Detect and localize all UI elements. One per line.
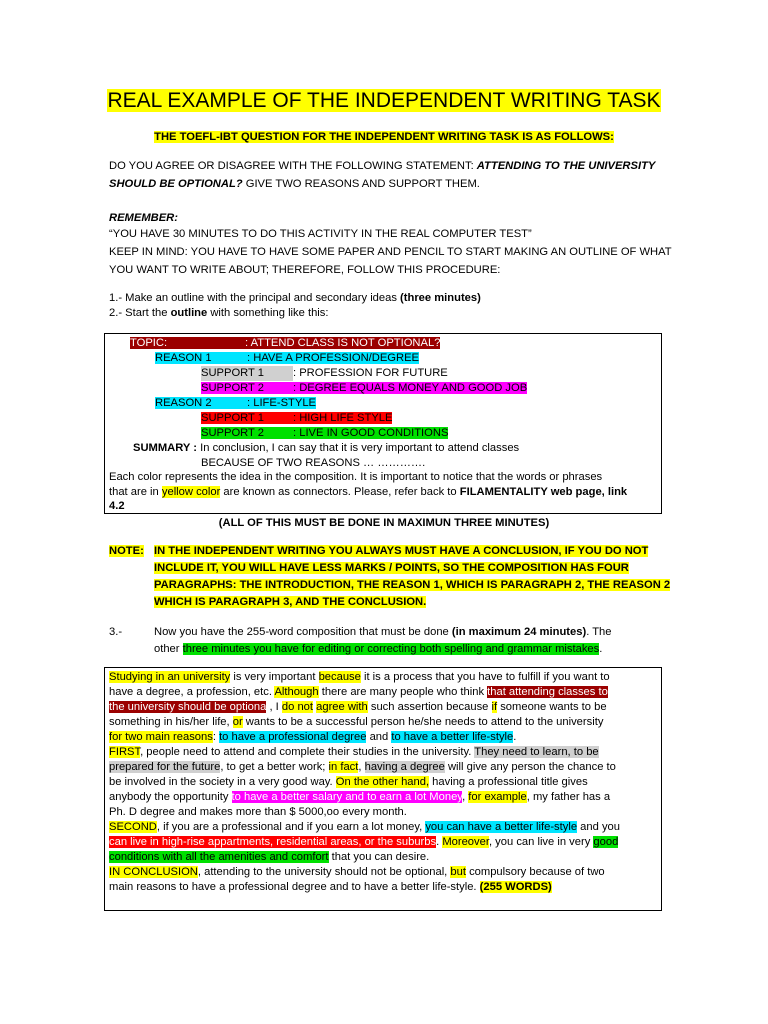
essay-seg: have a degree, a profession, etc. — [109, 686, 275, 698]
r2-support-2-text: : LIVE IN GOOD CONDITIONS — [293, 427, 449, 439]
essay-seg: because — [318, 671, 361, 683]
word-count: (255 WORDS) — [479, 881, 552, 893]
subtitle — [0, 130, 768, 145]
essay-line-13 — [109, 850, 429, 865]
step-1-text: 1.- Make an outline with the principal and secondary ideas — [109, 292, 401, 304]
essay-seg: , you can live in very — [488, 836, 594, 848]
color-note-text-cont: are known as connectors. Please, refer back to — [220, 486, 460, 498]
essay-seg: , people need to attend and complete their studies in the university. — [140, 746, 475, 758]
essay-seg: be involved in the society in a very good way. — [109, 776, 336, 788]
step-3-editing-time: three minutes you have for editing or correcting both spelling and grammar mistakes — [182, 643, 600, 655]
essay-seg: that you can desire. — [328, 851, 430, 863]
note-label-text: NOTE: — [109, 545, 144, 557]
question-instruction: GIVE TWO REASONS AND SUPPORT THEM. — [242, 178, 480, 190]
essay-seg: . — [513, 731, 517, 743]
step-2 — [109, 306, 328, 321]
time-limit-note — [0, 516, 768, 531]
question-statement-cont: SHOULD BE OPTIONAL? — [109, 178, 243, 190]
essay-seg: that attending classes to — [487, 686, 608, 698]
essay-line-2 — [109, 685, 608, 700]
essay-seg: do not — [281, 701, 314, 713]
essay-seg: there are many people who think — [318, 686, 488, 698]
essay-seg: , if you are a professional and if you earn a lot money, — [156, 821, 426, 833]
essay-line-8 — [109, 775, 588, 790]
note-line-4-text: WHICH IS PARAGRAPH 3, AND THE CONCLUSION. — [154, 596, 427, 608]
step-1 — [109, 291, 481, 306]
r2-support-1-text: : HIGH LIFE STYLE — [293, 412, 393, 424]
essay-seg: , to get a better work; — [220, 761, 329, 773]
essay-seg: if — [491, 701, 498, 713]
essay-seg: or — [232, 716, 243, 728]
outline-r2-support-1 — [201, 411, 392, 426]
essay-line-10: Ph. D degree and makes more than $ 5000,oo every month. — [109, 806, 407, 818]
page-title-text: REAL EXAMPLE OF THE INDEPENDENT WRITING TASK — [107, 89, 661, 112]
question-line-1 — [109, 159, 655, 174]
remember-line-3: YOU WANT TO WRITE ABOUT; THEREFORE, FOLLOW THIS PROCEDURE: — [109, 264, 501, 276]
topic-text: : ATTEND CLASS IS NOT OPTIONAL? — [245, 337, 441, 349]
note-label — [109, 544, 144, 559]
reason-2-text: : LIFE-STYLE — [247, 397, 317, 409]
essay-seg: someone wants to be — [497, 701, 607, 713]
essay-seg: to have a professional degree — [219, 731, 367, 743]
remember-line-1: “YOU HAVE 30 MINUTES TO DO THIS ACTIVITY IN THE REAL COMPUTER TEST” — [109, 228, 532, 240]
essay-seg: wants to be a successful person he/she needs to attend to the university — [242, 716, 604, 728]
essay-line-7 — [109, 760, 616, 775]
essay-seg: for example — [468, 791, 527, 803]
step-3-text-end: . The — [586, 626, 612, 638]
note-line-1 — [154, 544, 648, 559]
essay-seg: They need to learn, to be — [474, 746, 599, 758]
step-2-outline: outline — [170, 307, 208, 319]
essay-seg: such assertion because — [367, 701, 492, 713]
question-statement: ATTENDING TO THE UNIVERSITY — [476, 160, 656, 172]
essay-seg: FIRST — [109, 746, 141, 758]
essay-seg: conditions with all the amenities and comfort — [109, 851, 329, 863]
remember-heading-text: REMEMBER: — [109, 212, 178, 224]
essay-seg: good — [593, 836, 619, 848]
essay-line-5 — [109, 730, 516, 745]
essay-seg: but — [450, 866, 466, 878]
outline-r1-support-2 — [201, 381, 527, 396]
step-3-text: Now you have the 255-word composition that must be done — [154, 626, 452, 638]
link-number: 4.2 — [109, 500, 125, 512]
essay-seg: to have a better life-style — [391, 731, 514, 743]
essay-line-3 — [109, 700, 607, 715]
essay-seg: anybody the opportunity — [109, 791, 232, 803]
essay-line-12 — [109, 835, 618, 850]
note-line-1-text: IN THE INDEPENDENT WRITING YOU ALWAYS MUST HAVE A CONCLUSION, IF YOU DO NOT — [154, 545, 649, 557]
outline-r2-support-2 — [201, 426, 448, 441]
note-line-3 — [154, 578, 670, 593]
step-1-time: (three minutes) — [400, 292, 481, 304]
remember-heading — [109, 211, 178, 226]
color-note-2 — [109, 485, 627, 500]
essay-seg: . — [436, 836, 443, 848]
color-note-text: that are in — [109, 486, 162, 498]
outline-reason-2 — [155, 396, 316, 411]
step-3-other: other — [154, 643, 183, 655]
r1-support-2-text: : DEGREE EQUALS MONEY AND GOOD JOB — [293, 382, 528, 394]
outline-topic — [130, 336, 440, 351]
r1-support-1-text: : PROFESSION FOR FUTURE — [293, 367, 448, 379]
essay-seg: , attending to the university should not be optional, — [197, 866, 451, 878]
step-3-time: (in maximum 24 minutes) — [451, 626, 587, 638]
r2-support-2-label: SUPPORT 2 — [201, 427, 265, 439]
step-3-period: . — [599, 643, 603, 655]
essay-line-11 — [109, 820, 620, 835]
essay-seg: Although — [274, 686, 319, 698]
essay-seg: Studying in an university — [109, 671, 231, 683]
essay-seg: something in his/her life, — [109, 716, 233, 728]
essay-seg: SECOND — [109, 821, 157, 833]
question-text: DO YOU AGREE OR DISAGREE WITH THE FOLLOWING STATEMENT: — [109, 160, 477, 172]
essay-seg: having a degree — [364, 761, 445, 773]
essay-seg: is very important — [230, 671, 319, 683]
topic-label: TOPIC: — [130, 337, 168, 349]
outline-summary — [133, 441, 519, 456]
essay-seg: compulsory because of two — [465, 866, 605, 878]
color-note-3 — [109, 499, 125, 514]
essay-line-9 — [109, 790, 610, 805]
essay-line-15 — [109, 880, 552, 895]
essay-seg: Moreover — [442, 836, 489, 848]
summary-text: In conclusion, I can say that it is very important to attend classes — [197, 442, 520, 454]
essay-seg: will give any person the chance to — [444, 761, 616, 773]
note-line-2 — [154, 561, 629, 576]
step-3-number: 3.- — [109, 626, 123, 638]
note-line-2-text: INCLUDE IT, YOU WILL HAVE LESS MARKS / POINTS, SO THE COMPOSITION HAS FOUR — [154, 562, 629, 574]
essay-seg: On the other hand, — [335, 776, 430, 788]
essay-seg: , I — [266, 701, 282, 713]
note-line-4 — [154, 595, 426, 610]
essay-line-4 — [109, 715, 603, 730]
summary-label: SUMMARY : — [133, 442, 198, 454]
r1-support-2-label: SUPPORT 2 — [201, 382, 265, 394]
essay-seg: having a professional title gives — [429, 776, 588, 788]
reason-1-text: : HAVE A PROFESSION/DEGREE — [247, 352, 420, 364]
essay-seg: it is a process that you have to fulfill if you want to — [360, 671, 610, 683]
essay-seg: IN CONCLUSION — [109, 866, 198, 878]
essay-seg: and — [366, 731, 392, 743]
essay-seg: for two main reasons — [109, 731, 213, 743]
remember-line-2: KEEP IN MIND: YOU HAVE TO HAVE SOME PAPER AND PENCIL TO START MAKING AN OUTLINE OF WHAT — [109, 246, 672, 258]
r1-support-1-label: SUPPORT 1 — [201, 366, 293, 381]
essay-seg: agree with — [316, 701, 368, 713]
essay-line-1 — [109, 670, 610, 685]
filamentality-link-text: FILAMENTALITY web page, link — [459, 486, 628, 498]
question-line-2 — [109, 177, 480, 192]
essay-seg: and you — [577, 821, 620, 833]
reason-2-label: REASON 2 — [155, 397, 212, 409]
step-2-text-cont: with something like this: — [207, 307, 329, 319]
step-2-text: 2.- Start the — [109, 307, 171, 319]
essay-seg: : — [212, 731, 220, 743]
r2-support-1-label: SUPPORT 1 — [201, 412, 265, 424]
step-3-line-1 — [154, 625, 611, 640]
essay-line-6 — [109, 745, 599, 760]
essay-seg: main reasons to have a professional degree and to have a better life-style. — [109, 881, 480, 893]
time-limit-text: (ALL OF THIS MUST BE DONE IN MAXIMUN THREE MINUTES) — [218, 517, 550, 529]
step-3-line-2 — [154, 642, 602, 657]
color-note-1: Each color represents the idea in the composition. It is important to notice that the words or phrases — [109, 471, 603, 483]
essay-seg: you can have a better life-style — [425, 821, 578, 833]
essay-seg: can live in high-rise appartments, residential areas, or the suburbs — [109, 836, 437, 848]
essay-seg: , my father has a — [526, 791, 611, 803]
essay-seg: , — [358, 761, 365, 773]
essay-seg: the university should be optiona — [109, 701, 267, 713]
yellow-color-label: yellow color — [161, 486, 221, 498]
essay-seg: prepared for the future — [109, 761, 221, 773]
essay-seg: , — [462, 791, 469, 803]
outline-reason-1 — [155, 351, 419, 366]
note-line-3-text: PARAGRAPHS: THE INTRODUCTION, THE REASON 1, WHICH IS PARAGRAPH 2, THE REASON 2 — [154, 579, 671, 591]
subtitle-text: THE TOEFL-IBT QUESTION FOR THE INDEPENDENT WRITING TASK IS AS FOLLOWS: — [154, 131, 614, 143]
reason-1-label: REASON 1 — [155, 352, 212, 364]
outline-summary-cont: BECAUSE OF TWO REASONS … …………. — [201, 457, 426, 469]
essay-seg: to have a better salary and to earn a lot Money — [231, 791, 463, 803]
essay-line-14 — [109, 865, 605, 880]
outline-r1-support-1 — [201, 366, 448, 381]
essay-seg: in fact — [328, 761, 359, 773]
page-title — [0, 88, 768, 114]
